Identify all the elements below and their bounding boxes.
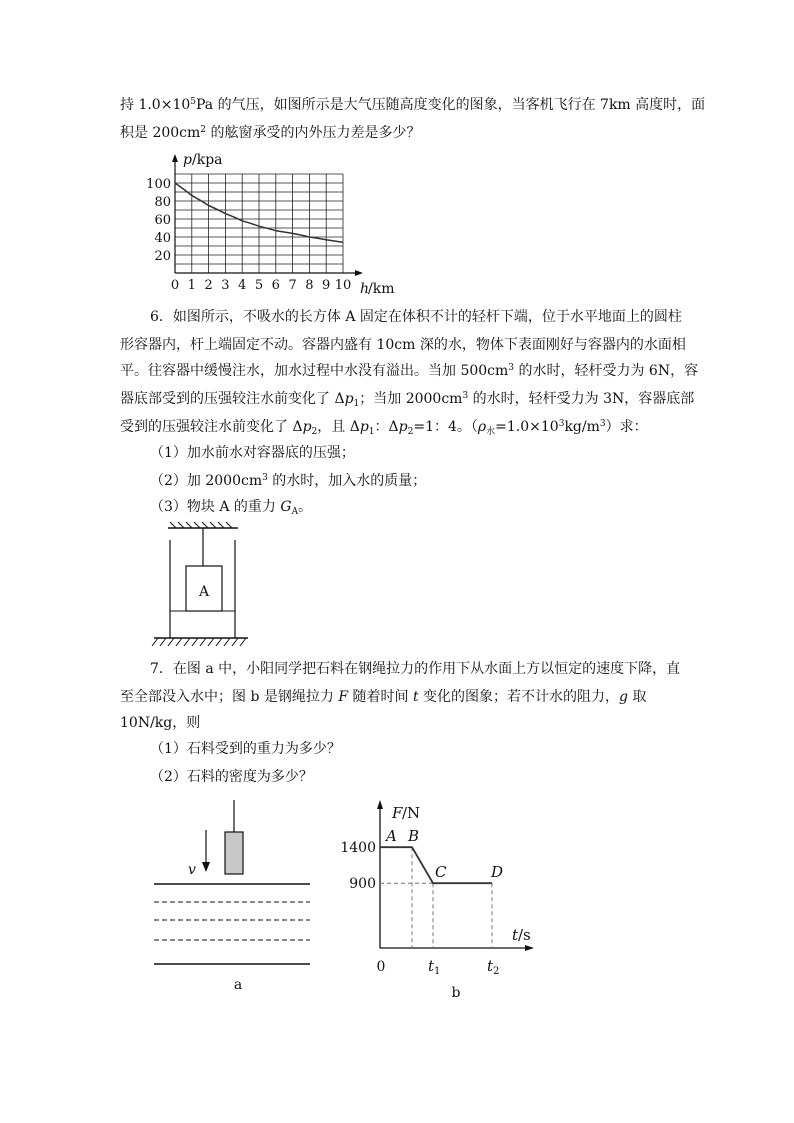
q6-line-3: 平。往容器中缓慢注水，加水过程中水没有溢出。当加 $500cm^3$ 的水时，轻杆受力为 6N，容: [120, 363, 699, 379]
y-axis-label-unit: /N: [402, 804, 421, 822]
q7-sub-2: （2）石料的密度为多少？: [150, 769, 313, 785]
y-tick-label: 40: [154, 231, 171, 246]
x-tick-label: 10: [334, 278, 352, 293]
y-tick-label: 80: [154, 195, 171, 210]
x-tick-label: 9: [322, 278, 331, 293]
figure-a-caption: a: [233, 977, 243, 993]
x-tick-label: 0: [170, 278, 180, 293]
x-tick-label: 8: [305, 278, 314, 293]
q6-line-1: 6．如图所示，不吸水的长方体 A 固定在体积不计的轻杆下端，位于水平地面上的圆柱: [150, 309, 682, 325]
y-axis-label-unit: /kpa: [192, 152, 223, 168]
q6-sub-3: （3）物块 A 的重力 $G_A$。: [150, 499, 313, 517]
y-tick-label: 900: [349, 876, 376, 893]
y-axis-label-symbol: F: [392, 804, 403, 822]
y-axis-arrow: [377, 800, 383, 809]
x-axis-label-unit: /s: [518, 926, 531, 944]
x-tick-label: $t_2$: [487, 957, 500, 977]
y-tick-label: 1400: [340, 840, 376, 857]
x-tick-label: 6: [271, 278, 280, 293]
q5-line-1: 持 $1.0\times 10^5Pa$ 的气压，如图所示是大气压随高度变化的图象，当客机飞行在 7km 高度时，面: [120, 97, 706, 113]
q7-sub-1: （1）石料受到的重力为多少？: [150, 741, 341, 757]
q6-sub-2: （2）加 $2000cm^3$ 的水时，加入水的质量；: [150, 473, 427, 489]
q6-sub-1: （1）加水前水对容器底的压强；: [150, 445, 355, 461]
x-axis-label-unit: /km: [368, 281, 395, 297]
q7-line-3: 10N/kg，则: [120, 715, 201, 731]
y-axis-label-symbol: p: [183, 152, 192, 168]
point-label-A: A: [386, 827, 397, 846]
y-tick-label: 60: [154, 213, 171, 228]
point-label-B: B: [408, 827, 420, 846]
q7-line-2: 至全部没入水中；图 b 是钢绳拉力 F 随着时间 t 变化的图象；若不计水的阻力，g 取: [120, 689, 647, 705]
y-tick-label: 100: [146, 177, 171, 192]
point-label-D: D: [491, 863, 504, 882]
x-tick-label: $t_1$: [428, 957, 441, 977]
point-label-C: C: [435, 863, 447, 882]
velocity-label: v: [188, 862, 196, 878]
q6-line-2: 形容器内，杆上端固定不动。容器内盛有 10cm 深的水，物体下表面刚好与容器内的水面相: [120, 337, 686, 353]
x-tick-label: 2: [204, 278, 213, 293]
q7-line-1: 7．在图 a 中，小阳同学把石料在钢绳拉力的作用下从水面上方以恒定的速度下降，直: [150, 661, 681, 677]
x-tick-label: 5: [254, 278, 264, 293]
x-tick-label: 4: [238, 278, 247, 293]
figure-b-caption: b: [451, 985, 461, 1001]
x-tick-label: 1: [187, 278, 196, 293]
q5-line-2: 积是 $200cm^2$ 的舷窗承受的内外压力差是多少？: [120, 125, 421, 141]
x-axis-label-symbol: t: [512, 926, 519, 944]
x-axis-arrow: [525, 945, 534, 951]
x-axis-label-symbol: h: [360, 281, 370, 297]
origin-label: 0: [376, 959, 386, 975]
block-a-label: A: [198, 584, 210, 600]
q6-line-4: 器底部受到的压强较注水前变化了 $\Delta p_1$；当加 $2000cm^3$ 的水时，轻杆受力为 3N，容器底部: [120, 391, 695, 409]
x-tick-label: 7: [288, 278, 297, 293]
y-tick-label: 20: [154, 249, 171, 264]
q6-line-5: 受到的压强较注水前变化了 $\Delta p_2$，且 $\Delta p_1$：$\Delta p_2=1$：4。$(\rho_水=1.0\times 10^3kg/m^3)$求：: [120, 419, 648, 437]
x-tick-label: 3: [221, 278, 230, 293]
